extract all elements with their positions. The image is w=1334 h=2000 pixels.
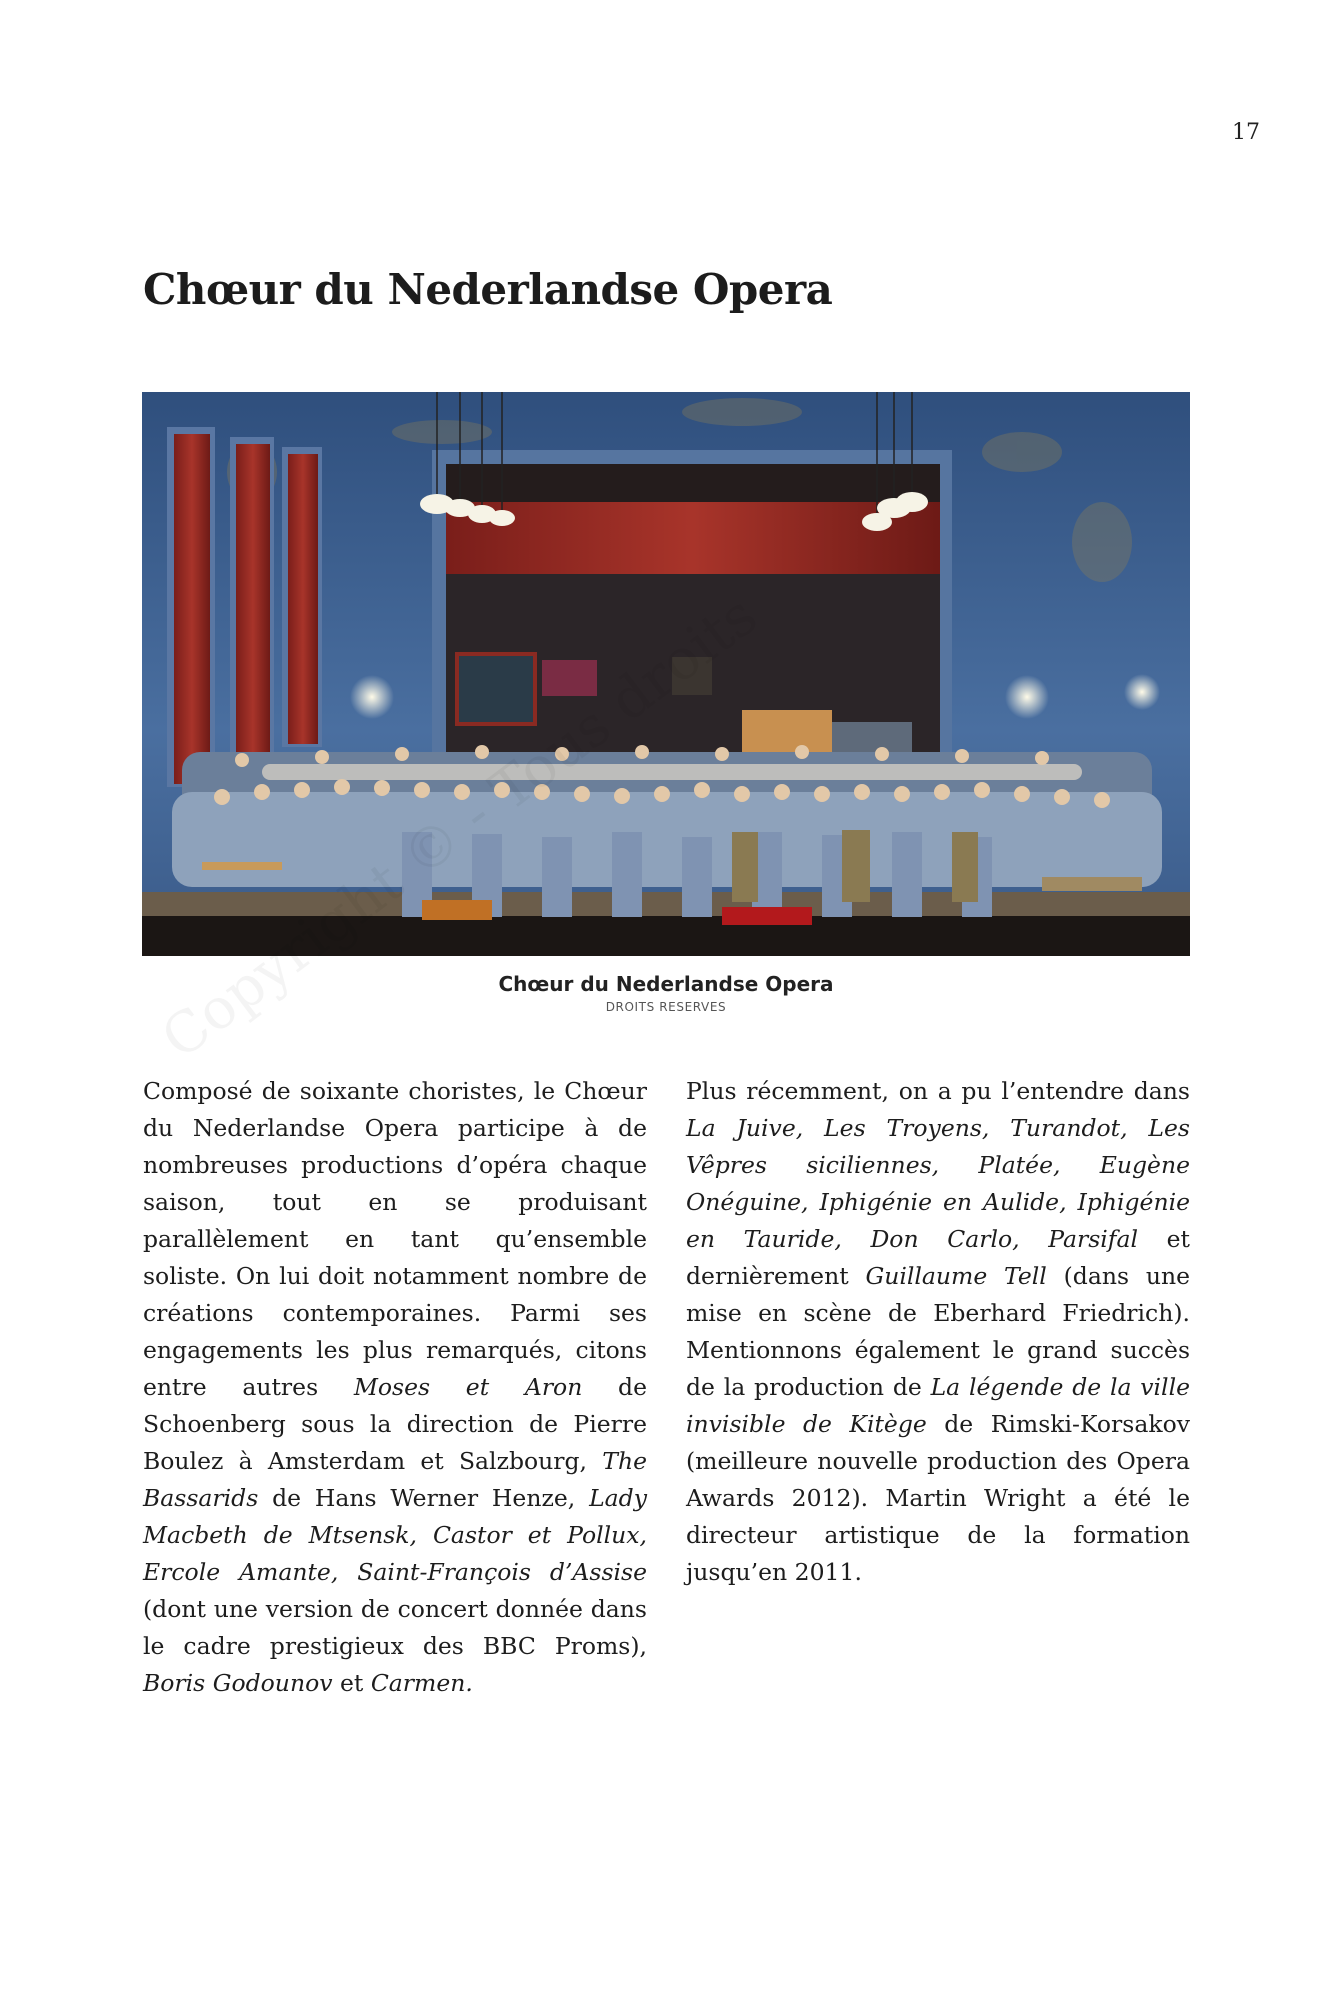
page-title: Chœur du Nederlandse Opera — [143, 265, 833, 314]
body-right-run-4: (dans une mise en scène de Eberhard Friedrich). Mentionnons également le grand succès de la production de — [686, 1262, 1190, 1401]
body-left-run-9: Carmen. — [370, 1669, 473, 1697]
body-right-run-0: Plus récemment, on a pu l’entendre dans — [686, 1077, 1190, 1105]
page-number: 17 — [1232, 120, 1260, 145]
caption-title: Chœur du Nederlandse Opera — [498, 972, 834, 996]
chorus-stage-photo — [142, 392, 1190, 956]
body-left-run-2: de Schoenberg sous la direction de Pierre Boulez à Amsterdam et Salzbourg, — [143, 1373, 648, 1475]
body-right-run-6: de Rimski-Korsakov (meilleure nouvelle production des Opera Awards 2012). Martin Wright a été le directeur artistique de la formation jusqu’en 2011. — [686, 1410, 1190, 1586]
body-right-run-3: Guillaume Tell — [865, 1262, 1047, 1290]
caption-credit: DROITS RESERVES — [605, 1000, 727, 1014]
body-left-run-1: Moses et Aron — [353, 1373, 583, 1401]
body-right-run-1: La Juive, Les Troyens, Turandot, Les Vêpres siciliennes, Platée, Eugène Onéguine, Iphigénie en Aulide, Iphigénie en Tauride, Don Carlo, Parsifal — [686, 1114, 1190, 1253]
body-left-run-5: Lady Macbeth de Mtsensk, Castor et Pollux, Ercole Amante, Saint-François d’Assise — [143, 1484, 647, 1586]
body-left-run-0: Composé de soixante choristes, le Chœur du Nederlandse Opera participe à de nombreuses productions d’opéra chaque saison, tout en se produisant parallèlement en tant qu’ensemble soliste. On lui doit notamment nombre de créations contemporaines. Parmi ses engagements les plus remarqués, citons entre autres — [143, 1077, 647, 1401]
figure-caption — [142, 972, 1190, 1014]
body-left-run-8: et — [332, 1669, 371, 1697]
body-left-run-7: Boris Godounov — [143, 1669, 333, 1697]
body-column-left — [143, 1073, 647, 1702]
body-right-run-5: La légende de la ville invisible de Kitège — [686, 1373, 1190, 1438]
body-left-run-3: The Bassarids — [143, 1447, 647, 1512]
body-right-run-2: et dernièrement — [686, 1225, 1190, 1290]
body-column-right — [686, 1073, 1190, 1591]
body-left-run-6: (dont une version de concert donnée dans le cadre prestigieux des BBC Proms), — [143, 1595, 647, 1660]
body-left-run-4: de Hans Werner Henze, — [258, 1484, 590, 1512]
